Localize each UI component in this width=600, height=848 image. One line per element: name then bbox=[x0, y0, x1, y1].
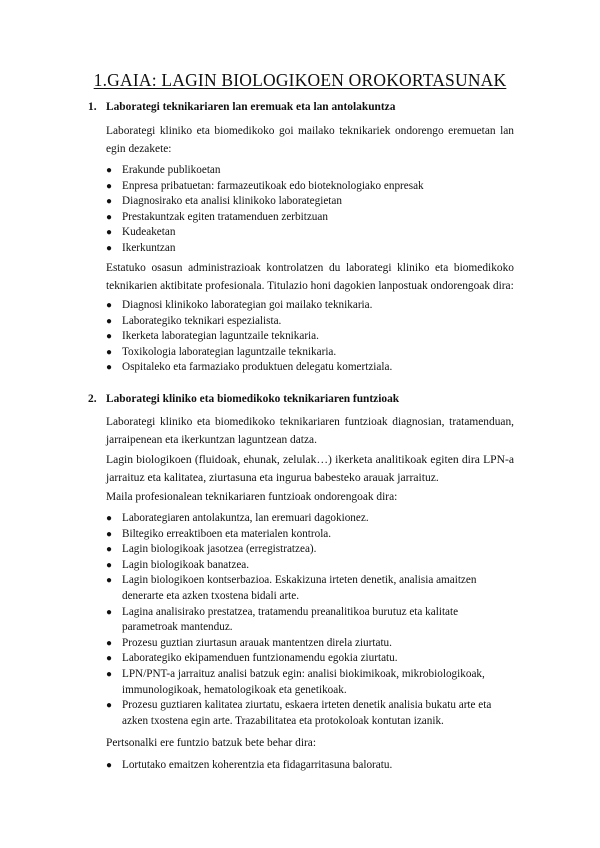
list-item-text: Laborategiaren antolakuntza, lan eremuari dagokionez. bbox=[122, 512, 369, 524]
bullet-icon: ● bbox=[106, 300, 113, 311]
bullet-icon: ● bbox=[106, 575, 113, 587]
list-item bbox=[106, 667, 516, 698]
list-item-text: Prozesu guztiaren kalitatea ziurtatu, eskaera irteten denetik analisia bukatu arte eta azken txostena egin arte. Trazabilitatea eta protokoloak kontutan izanik. bbox=[122, 699, 492, 727]
bullet-icon: ● bbox=[106, 528, 113, 540]
bullet-icon: ● bbox=[106, 653, 113, 665]
bullet-icon: ● bbox=[106, 180, 113, 192]
list-item-text: Lagin biologikoak banatzea. bbox=[122, 558, 250, 571]
list-item bbox=[106, 605, 516, 636]
list-item-text: Ikerkuntzan bbox=[122, 241, 176, 254]
bullet-icon: ● bbox=[106, 760, 113, 771]
list-item bbox=[106, 527, 516, 543]
list-item bbox=[106, 314, 516, 330]
bullet-icon: ● bbox=[106, 227, 113, 239]
list-item bbox=[106, 179, 516, 195]
list-item-text: Lagina analisirako prestatzea, tratamendu preanalitikoa burutuz eta kalitate parametroak mantenduz. bbox=[122, 605, 459, 634]
list-item bbox=[106, 298, 516, 314]
list-item-text: LPN/PNT-a jarraituz analisi batzuk egin: analisi biokimikoak, mikrobiologikoak, immunologikoak, hematologikoak eta genetikoak. bbox=[122, 667, 485, 696]
section-2-functions-list bbox=[106, 511, 516, 729]
page-title: 1.GAIA: LAGIN BIOLOGIKOEN OROKORTASUNAK bbox=[93, 70, 507, 90]
list-item-text: Prozesu guztian ziurtasun arauak mantentzen direla ziurtatu. bbox=[122, 636, 392, 649]
list-item bbox=[106, 163, 516, 179]
list-item-text: Diagnosi klinikoko laborategian goi mailako teknikaria. bbox=[122, 299, 373, 311]
list-item-text: Laborategiko teknikari espezialista. bbox=[122, 314, 282, 327]
bullet-icon: ● bbox=[106, 606, 113, 618]
list-item bbox=[106, 241, 516, 257]
list-item bbox=[106, 758, 516, 774]
bullet-icon: ● bbox=[106, 211, 113, 223]
bullet-icon: ● bbox=[106, 242, 113, 254]
bullet-icon: ● bbox=[106, 362, 113, 374]
list-item bbox=[106, 345, 516, 361]
list-item bbox=[106, 542, 516, 558]
list-item-text: Lagin biologikoen kontserbazioa. Eskakizuna irteten denetik, analisia amaitzen denerarte eta azken txostena bidali arte. bbox=[122, 574, 477, 602]
section-2-paragraph-2: Lagin biologikoen (fluidoak, ehunak, zelulak…) ikerketa analitikoak egiten dira LPN-a jarraituz eta kalitatea, ziurtasuna eta ingurua babesteko arauak jarraituz. bbox=[106, 453, 514, 484]
list-item-text: Lortutako emaitzen koherentzia eta fidagarritasuna baloratu. bbox=[122, 759, 393, 771]
bullet-icon: ● bbox=[106, 315, 113, 327]
list-item-text: Lagin biologikoak jasotzea (erregistratzea). bbox=[122, 543, 317, 556]
list-item-text: Toxikologia laborategian laguntzaile teknikaria. bbox=[122, 345, 337, 358]
list-item-text: Ikerketa laborategian laguntzaile teknikaria. bbox=[122, 330, 319, 343]
section-1-paragraph-2: Estatuko osasun administrazioak kontrolatzen du laborategi kliniko eta biomedikoko teknikarien aktibitate profesionala. Titulazio honi dagokien lanpostuak ondorengoak dira: bbox=[106, 262, 514, 292]
bullet-icon: ● bbox=[106, 668, 113, 680]
section-1-heading bbox=[88, 101, 395, 113]
list-item-text: Prestakuntzak egiten tratamenduen zerbitzuan bbox=[122, 210, 328, 223]
section-1-jobs-list bbox=[106, 298, 516, 376]
section-2-heading bbox=[88, 393, 399, 405]
list-item bbox=[106, 210, 516, 226]
list-item bbox=[106, 194, 516, 210]
section-1-workplaces-list bbox=[106, 163, 516, 257]
section-1-intro: Laborategi kliniko eta biomedikoko goi mailako teknikariek ondorengo eremuetan lan egin dezakete: bbox=[106, 125, 514, 155]
list-item bbox=[106, 225, 516, 241]
section-2-heading-text: Laborategi kliniko eta biomedikoko teknikariaren funtzioak bbox=[106, 393, 400, 405]
bullet-icon: ● bbox=[106, 346, 113, 358]
bullet-icon: ● bbox=[106, 165, 113, 176]
list-item bbox=[106, 558, 516, 574]
list-item-text: Biltegiko erreaktiboen eta materialen kontrola. bbox=[122, 527, 332, 540]
bullet-icon: ● bbox=[106, 559, 113, 571]
bullet-icon: ● bbox=[106, 544, 113, 556]
section-2-paragraph-4: Pertsonalki ere funtzio batzuk bete behar dira: bbox=[106, 737, 317, 749]
list-item-text: Laborategiko ekipamenduen funtzionamendu egokia ziurtatu. bbox=[122, 652, 398, 665]
list-item-text: Kudeaketan bbox=[122, 226, 176, 239]
section-1-heading-text: Laborategi teknikariaren lan eremuak eta lan antolakuntza bbox=[106, 101, 396, 113]
list-item-text: Enpresa pribatuetan: farmazeutikoak edo bioteknologiako enpresak bbox=[122, 179, 424, 192]
bullet-icon: ● bbox=[106, 637, 113, 649]
bullet-icon: ● bbox=[106, 331, 113, 343]
bullet-icon: ● bbox=[106, 700, 113, 712]
list-item-text: Erakunde publikoetan bbox=[122, 164, 221, 176]
list-item bbox=[106, 329, 516, 345]
list-item bbox=[106, 651, 516, 667]
bullet-icon: ● bbox=[106, 196, 113, 208]
list-item bbox=[106, 636, 516, 652]
list-item bbox=[106, 360, 516, 376]
section-2-number: 2. bbox=[88, 393, 97, 405]
section-2-paragraph-3: Maila profesionalean teknikariaren funtzioak ondorengoak dira: bbox=[106, 491, 398, 503]
list-item-text: Ospitaleko eta farmaziako produktuen delegatu komertziala. bbox=[122, 361, 393, 374]
bullet-icon: ● bbox=[106, 513, 113, 524]
section-2-personal-list bbox=[106, 758, 516, 774]
list-item bbox=[106, 573, 516, 604]
list-item bbox=[106, 698, 516, 729]
section-1-number: 1. bbox=[88, 101, 97, 113]
section-2-paragraph-1: Laborategi kliniko eta biomedikoko teknikariaren funtzioak diagnosian, tratamenduan, jarraipenean eta ikerkuntzan laguntzean datza. bbox=[106, 416, 514, 446]
list-item-text: Diagnosirako eta analisi klinikoko laborategietan bbox=[122, 195, 342, 208]
list-item bbox=[106, 511, 516, 527]
